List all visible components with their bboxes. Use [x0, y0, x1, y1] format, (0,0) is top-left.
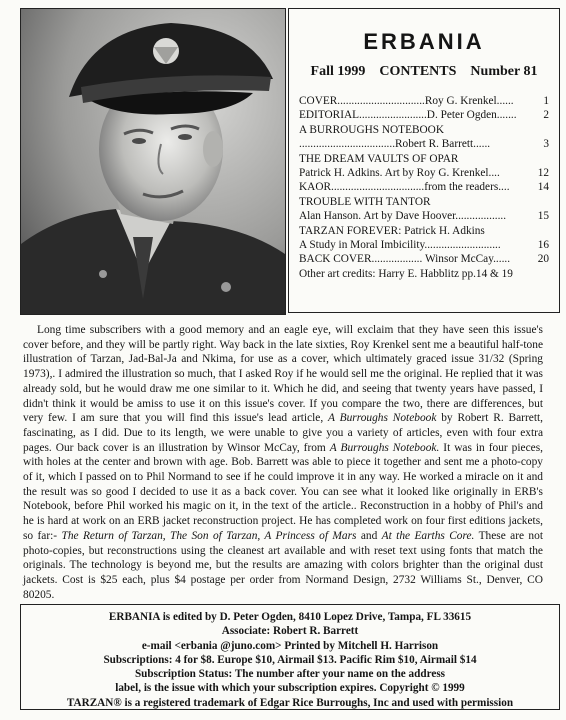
issue-number: Number 81 — [470, 64, 538, 79]
masthead-subscriptions: Subscriptions: 4 for $8. Europe $10, Airmail $13. Pacific Rim $10, Airmail $14 — [103, 653, 477, 666]
italic-title: A Burroughs Notebook. — [329, 441, 440, 454]
issue-season: Fall 1999 — [310, 64, 366, 79]
toc-entry: A BURROUGHS NOTEBOOK — [299, 123, 444, 136]
italic-title: The Return of Tarzan, The Son of Tarzan, A Princess of Mars — [61, 529, 357, 542]
table-of-contents — [289, 94, 559, 281]
toc-entry: KAOR.................................from the readers.... 14 — [299, 181, 549, 194]
editorial-paragraph: Long time subscribers with a good memory and an eagle eye, will exclaim that they have seen this issue's cover before, and they will be partly right. Way back in the late sixties, Roy Krenkel sent me a beautiful half-tone illustration of Tarzan, Jad-Bal-Ja and Nkima, for use as a cover, which ultimately graced issue 31/32 (Spring 1973),. I admired the illustration so much, that I asked Roy if he would sell me the original. He replied that it was already sold, but he would draw me one similar to it. Which he did, and seeing that twenty years have passed, I didn't think it would be amiss to use it on this issue's cover. If you compare the two, there are differences, but very few. I am sure that you will find this issue's lead article, A Burroughs Notebook by Robert R. Barrett, fascinating, as I did. Due to its length, we were unable to give you a variety of articles, even with four extra pages. Our back cover is an illustration by Winsor McCay, from A Burroughs Notebook. It was in four pieces, with holes at the center and brown with age. Bob. Barrett was able to piece it together and sent me a photo-copy of it, which I passed on to Phil Normand to see if he could improve it in any way. He worked a miracle on it and the result was so good I decided to use it as a back cover. You can see what it looked like originally in ERB's Notebook, before Phil worked his magic on it, in the text of the article.. Reconstruction in a hobby of Phil's and he is hard at work on an ERB jacket reconstruction project. He has completed work on four first editions jackets, so far:- The Return of Tarzan, The Son of Tarzan, A Princess of Mars and At the Earths Core. These are not photo-copies, but reconstructions using the cleanest art available and with reset text using fonts that match the originals. The technology is beyond me, but the results are amazing with colors brighter than the original dust jackets. Cost is $25 each, plus $4 postage per order from Normand Design, 2732 Williams St., Denver, CO 80205. — [23, 324, 544, 601]
toc-entry: BACK COVER.................. Winsor McCay...... 20 — [299, 253, 549, 266]
toc-entry: Other art credits: Harry E. Habblitz pp.14 & 19 — [299, 267, 513, 280]
contents-box — [288, 8, 560, 313]
toc-entry: TROUBLE WITH TANTOR — [299, 195, 431, 208]
masthead-trademark: TARZAN® is a registered trademark of Edgar Rice Burroughs, Inc and used with permission — [66, 696, 514, 709]
toc-entry: Patrick H. Adkins. Art by Roy G. Krenkel.... 12 — [299, 167, 549, 180]
magazine-title: ERBANIA — [363, 29, 485, 54]
masthead-editor: ERBANIA is edited by D. Peter Ogden, 8410 Lopez Drive, Tampa, FL 33615 — [108, 611, 472, 623]
toc-entry: EDITORIAL........................D. Peter Ogden....... 2 — [299, 109, 549, 122]
toc-entry: A Study in Moral Imbicility........................... 16 — [299, 239, 549, 252]
masthead-status: Subscription Status: The number after your name on the address — [134, 668, 446, 681]
contents-heading: CONTENTS — [379, 64, 457, 79]
toc-entry: TARZAN FOREVER: Patrick H. Adkins — [299, 224, 485, 237]
toc-entry: Alan Hanson. Art by Dave Hoover.................. 15 — [299, 210, 549, 223]
masthead-associate: Associate: Robert R. Barrett — [221, 625, 359, 638]
toc-entry: ..................................Robert R. Barrett...... 3 — [299, 138, 549, 151]
toc-entry: COVER...............................Roy G. Krenkel...... 1 — [299, 95, 549, 107]
portrait-photo — [20, 8, 286, 315]
italic-title: At the Earths Core. — [381, 529, 475, 542]
masthead-contact: e-mail <erbania @juno.com> Printed by Mitchell H. Harrison — [141, 639, 439, 652]
toc-entry: THE DREAM VAULTS OF OPAR — [299, 152, 459, 165]
masthead-box — [20, 604, 560, 710]
italic-title: A Burroughs Notebook — [328, 412, 437, 425]
portrait-illustration — [21, 9, 285, 314]
masthead-status-2: label, is the issue with which your subscription expires. Copyright © 1999 — [115, 682, 465, 695]
issue-line — [289, 64, 559, 80]
